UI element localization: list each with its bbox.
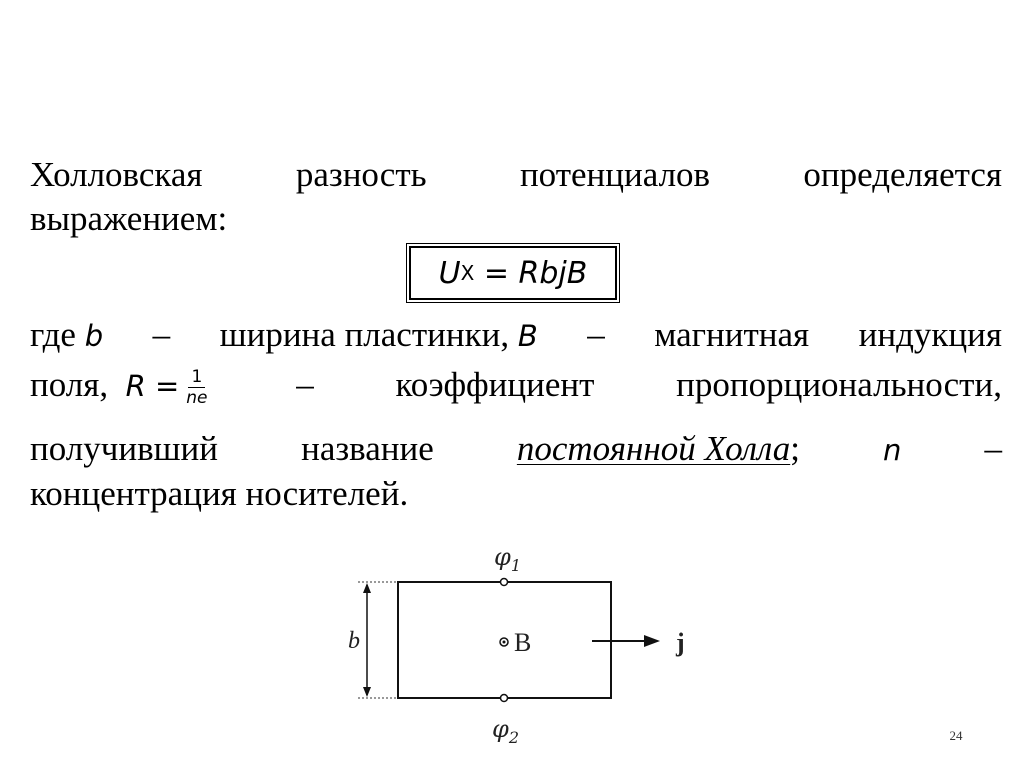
dash: –: [152, 315, 171, 354]
dimension-arrow-top: [363, 583, 371, 593]
formula-rhs: = RbjB: [483, 255, 588, 291]
word: определяется: [803, 155, 1002, 194]
word: пропорциональности,: [676, 365, 1002, 404]
text-line-4: [30, 363, 1002, 408]
page-number: 24: [949, 728, 963, 743]
semicolon: ;: [790, 429, 800, 468]
phi2-symbol: φ: [492, 715, 509, 743]
formula-sub: Х: [460, 261, 475, 285]
current-j-label: j: [676, 628, 685, 657]
electrode-top: [501, 579, 508, 586]
B-field-label: B: [514, 628, 532, 657]
text-line-1: [30, 153, 1002, 197]
word-polya: поля,: [30, 365, 109, 404]
word: магнитная: [654, 315, 810, 354]
phi1-subscript: 1: [510, 556, 521, 575]
dash: –: [984, 429, 1002, 468]
var-b: b: [84, 319, 104, 353]
text-line-6: концентрация носителей.: [30, 474, 409, 513]
current-arrow-head: [644, 635, 660, 647]
var-n: n: [883, 433, 902, 467]
word-gde: где: [30, 315, 76, 354]
word: получивший: [30, 429, 219, 468]
word: индукция: [858, 315, 1002, 354]
fraction-numerator: 1: [188, 367, 205, 388]
dimension-arrow-bottom: [363, 687, 371, 697]
width-text: ширина пластинки,: [219, 315, 510, 354]
dash: –: [587, 315, 605, 354]
text-line-5: [30, 427, 1002, 472]
hall-voltage-formula: [409, 246, 617, 300]
R-eq: R =: [125, 369, 180, 403]
phi1-symbol: φ: [494, 543, 511, 571]
word: разность: [295, 155, 427, 194]
word: [30, 363, 215, 408]
b-dimension-label: b: [348, 628, 360, 654]
word: потенциалов: [519, 155, 711, 194]
plate-rectangle: [398, 582, 611, 698]
electrode-bottom: [501, 695, 508, 702]
phi1-label: [494, 543, 521, 575]
word: коэффициент: [395, 365, 595, 404]
word: [220, 313, 538, 358]
text-line-3: [30, 313, 1002, 358]
word: [30, 313, 103, 358]
hall-plate-diagram: [330, 535, 710, 750]
word: название: [301, 429, 434, 468]
phi2-label: [492, 715, 519, 747]
fraction-denominator: ne: [186, 388, 208, 409]
phi2-subscript: 2: [508, 728, 519, 747]
var-B: B: [517, 319, 538, 353]
hall-constant-term: постоянной Холла: [516, 429, 791, 468]
dash: –: [296, 365, 314, 404]
fraction: [183, 367, 210, 408]
word: Холловская: [30, 155, 203, 194]
text-line-2: выражением:: [30, 199, 228, 238]
field-dot-center: [503, 641, 506, 644]
word: [517, 427, 800, 471]
formula-lhs: U: [438, 255, 461, 291]
